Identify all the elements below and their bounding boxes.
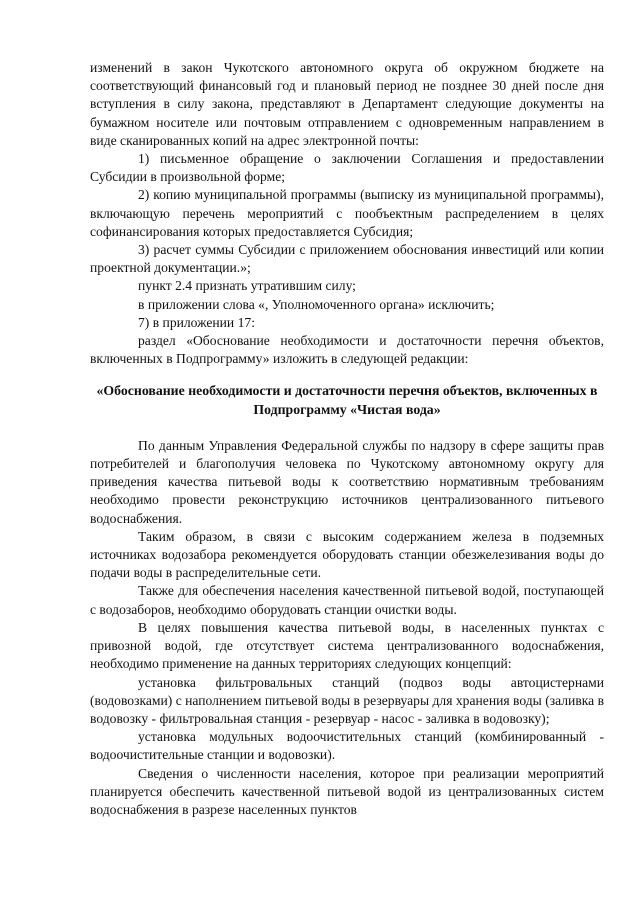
paragraph-body-3: Также для обеспечения населения качественной питьевой водой, поступающей с водозаборов, необходимо оборудовать станции очистки воды. [90,583,604,617]
paragraph-clause-2-4: пункт 2.4 признать утратившим силу; [138,278,356,294]
paragraph-appendix-words: в приложении слова «, Уполномоченного органа» исключить; [138,296,495,312]
paragraph-body-2: Таким образом, в связи с высоким содержанием железа в подземных источниках водозабора рекомендуется оборудовать станции обезжелезивания воды до подачи воды в распределительные сети. [90,528,604,581]
document-page [90,59,604,819]
paragraph-intro: изменений в закон Чукотского автономного округа об окружном бюджете на соответствующий финансовый год и плановый период не позднее 30 дней после дня вступления в силу закона, представляют в Департамент следующие документы на бумажном носителе или почтовым отправлением с одновременным направлением в виде сканированных копий на адрес электронной почты: [90,60,604,148]
list-item-3: 3) расчет суммы Субсидии с приложением обоснования инвестиций или копии проектной документации.»; [90,242,604,276]
paragraph-section-edit: раздел «Обоснование необходимости и достаточности перечня объектов, включенных в Подпрограмму» изложить в следующей редакции: [90,333,604,367]
section-heading: «Обоснование необходимости и достаточности перечня объектов, включенных в Подпрограмму «Чистая вода» [96,383,598,417]
paragraph-body-4: В целях повышения качества питьевой воды, в населенных пунктах с привозной водой, где отсутствует система централизованного водоснабжения, необходимо применение на данных территориях следующих концепций: [90,619,604,672]
paragraph-concept-1: установка фильтровальных станций (подвоз воды автоцистернами (водовозками) с наполнением питьевой воды в резервуары для хранения воды (заливка в водовозку - фильтровальная станция - резервуар - насос - заливка в водовозку); [90,674,604,726]
paragraph-body-5: Сведения о численности населения, которое при реализации мероприятий планируется обеспечить качественной питьевой водой из централизованных систем водоснабжения в разрезе населенных пунктов [90,765,604,817]
paragraph-appendix-17: 7) в приложении 17: [138,314,255,330]
list-item-2: 2) копию муниципальной программы (выписку из муниципальной программы), включающую перечень мероприятий с пообъектным распределением в целях софинансирования которых предоставляется Субсидия; [90,187,604,239]
list-item-1: 1) письменное обращение о заключении Соглашения и предоставлении Субсидии в произвольной форме; [90,151,604,185]
paragraph-body-1: По данным Управления Федеральной службы по надзору в сфере защиты прав потребителей и благополучия человека по Чукотскому автономному округу для приведения качества питьевой воды к соответствию нормативным требованиям необходимо провести реконструкцию источников централизованного питьевого водоснабжения. [90,437,604,526]
paragraph-concept-2: установка модульных водоочистительных станций (комбинированный - водоочистительные станции и водовозки). [90,729,604,763]
